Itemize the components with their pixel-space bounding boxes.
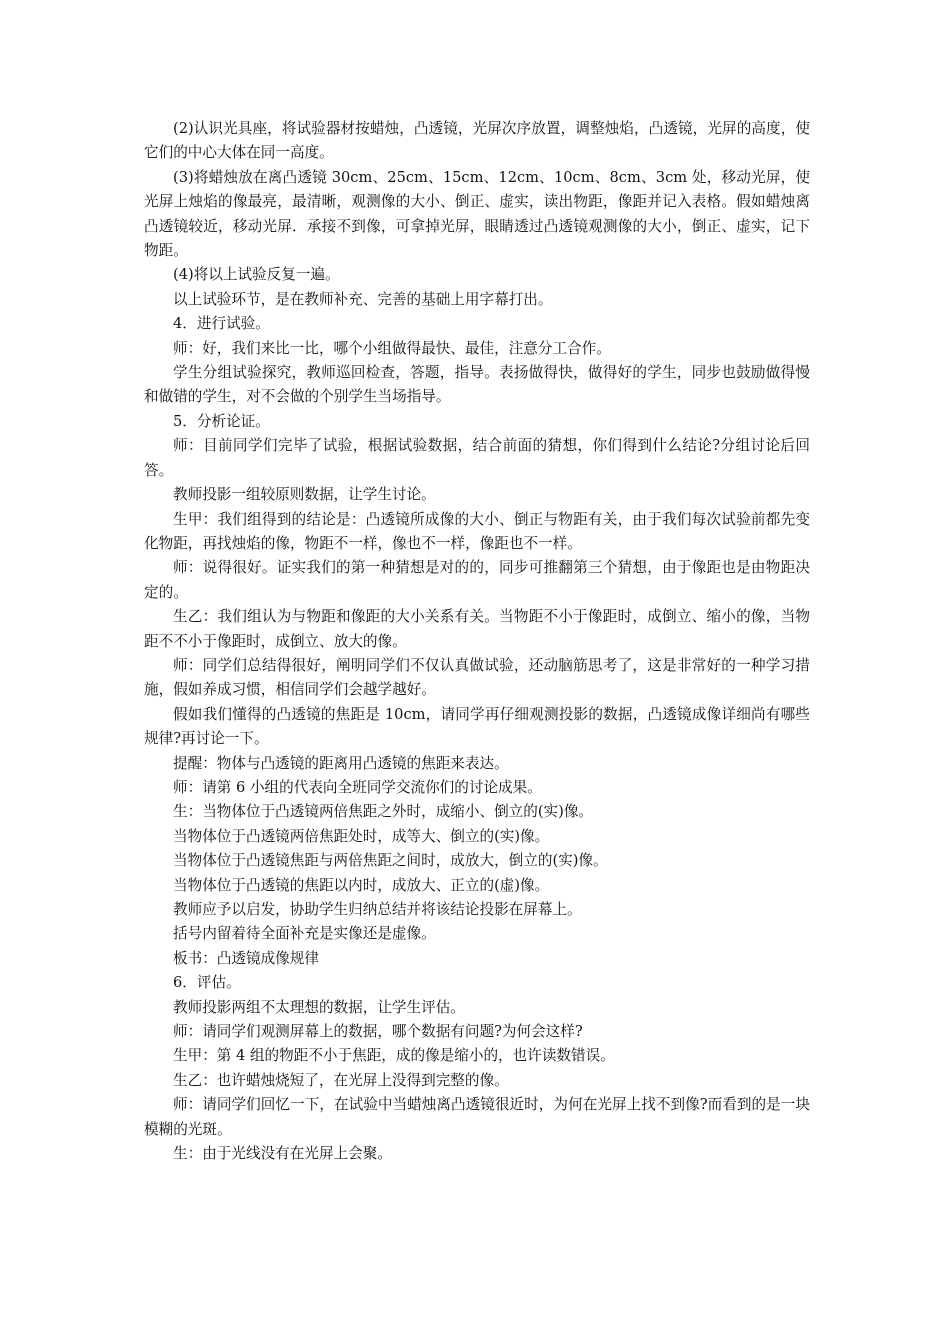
paragraph-teacher-question: 师：请同学们观测屏幕上的数据，哪个数据有问题?为何会这样?: [173, 1023, 583, 1041]
paragraph-teacher-guide: 教师应予以启发，协助学生归纳总结并将该结论投影在屏幕上。: [173, 901, 582, 918]
section-heading-evaluation: 6．评估。: [173, 974, 241, 992]
paragraph-group-6: 师：请第 6 小组的代表向全班同学交流你们的讨论成果。: [173, 778, 542, 796]
paragraph-teacher-good: 师：说得很好。证实我们的第一种猜想是对的的，同步可推翻第三个猜想，由于像距也是由物距决定的。: [144, 559, 810, 601]
section-heading-experiment: 4．进行试验。: [173, 315, 270, 333]
paragraph-student-b: 生乙：我们组认为与物距和像距的大小关系有关。当物距不小于像距时，成倒立、缩小的像，当物距不不小于像距时，成倒立、放大的像。: [144, 608, 810, 650]
paragraph-rule-1: 生：当物体位于凸透镜两倍焦距之外时，成缩小、倒立的(实)像。: [173, 803, 594, 821]
paragraph-step-2: (2)认识光具座，将试验器材按蜡烛，凸透镜，光屏次序放置，调整烛焰，凸透镜，光屏的高度，使它们的中心大体在同一高度。: [144, 120, 810, 162]
paragraph-bad-data: 教师投影两组不太理想的数据，让学生评估。: [173, 998, 465, 1016]
section-heading-analysis: 5．分析论证。: [173, 412, 270, 430]
paragraph-focal-length: 假如我们懂得的凸透镜的焦距是 10cm，请同学再仔细观测投影的数据，凸透镜成像详细尚有哪些规律?再讨论一下。: [144, 705, 810, 748]
paragraph-teacher-recall: 师：请同学们回忆一下，在试验中当蜡烛离凸透镜很近时，为何在光屏上找不到像?而看到的是一块模糊的光斑。: [144, 1096, 810, 1138]
paragraph-projection-data: 教师投影一组较原则数据，让学生讨论。: [173, 486, 436, 504]
document-page: [144, 117, 810, 1166]
paragraph-blackboard: 板书：凸透镜成像规律: [173, 949, 319, 967]
paragraph-teacher-summary: 师：同学们总结得很好，阐明同学们不仅认真做试验，还动脑筋思考了，这是非常好的一种学习措施，假如养成习惯，相信同学们会越学越好。: [144, 656, 810, 699]
paragraph-step-4: (4)将以上试验反复一遍。: [173, 266, 340, 284]
paragraph-teacher-compare: 师：好，我们来比一比，哪个小组做得最快、最佳，注意分工合作。: [173, 339, 611, 357]
paragraph-teacher-conclusion: 师：目前同学们完毕了试验，根据试验数据，结合前面的猜想，你们得到什么结论?分组讨论后回答。: [144, 437, 810, 479]
paragraph-rule-3: 当物体位于凸透镜焦距与两倍焦距之间时，成放大，倒立的(实)像。: [173, 852, 608, 870]
paragraph-step-3: (3)将蜡烛放在离凸透镜 30cm、25cm、15cm、12cm、10cm、8cm、3cm 处，移动光屏，使光屏上烛焰的像最亮，最清晰，观测像的大小、倒正、虚实，读出物距，像距并记入表格。假如蜡烛离凸透镜较近，移动光屏．承接不到像，可拿掉光屏，眼睛透过凸透镜观测像的大小，倒正、虚实，记下物距。: [144, 168, 810, 260]
paragraph-note-subtitles: 以上试验环节，是在教师补充、完善的基础上用字幕打出。: [173, 290, 553, 308]
paragraph-student-a-answer: 生甲：第 4 组的物距不小于焦距，成的像是缩小的，也许读数错误。: [173, 1047, 615, 1065]
paragraph-student-final: 生：由于光线没有在光屏上会聚。: [173, 1145, 392, 1163]
paragraph-student-b-answer: 生乙：也许蜡烛烧短了，在光屏上没得到完整的像。: [173, 1071, 509, 1089]
paragraph-group-inquiry: 学生分组试验探究，教师巡回检查，答题，指导。表扬做得快，做得好的学生，同步也鼓励做得慢和做错的学生，对不会做的个别学生当场指导。: [144, 364, 810, 406]
paragraph-rule-2: 当物体位于凸透镜两倍焦距处时，成等大、倒立的(实)像。: [173, 827, 550, 845]
paragraph-student-a: 生甲：我们组得到的结论是：凸透镜所成像的大小、倒正与物距有关，由于我们每次试验前都先变化物距，再找烛焰的像，物距不一样，像也不一样，像距也不一样。: [144, 510, 810, 552]
paragraph-reminder: 提醒：物体与凸透镜的距离用凸透镜的焦距来表达。: [173, 754, 509, 772]
paragraph-brackets: 括号内留着待全面补充是实像还是虚像。: [173, 925, 436, 943]
paragraph-rule-4: 当物体位于凸透镜的焦距以内时，成放大、正立的(虚)像。: [173, 876, 550, 894]
